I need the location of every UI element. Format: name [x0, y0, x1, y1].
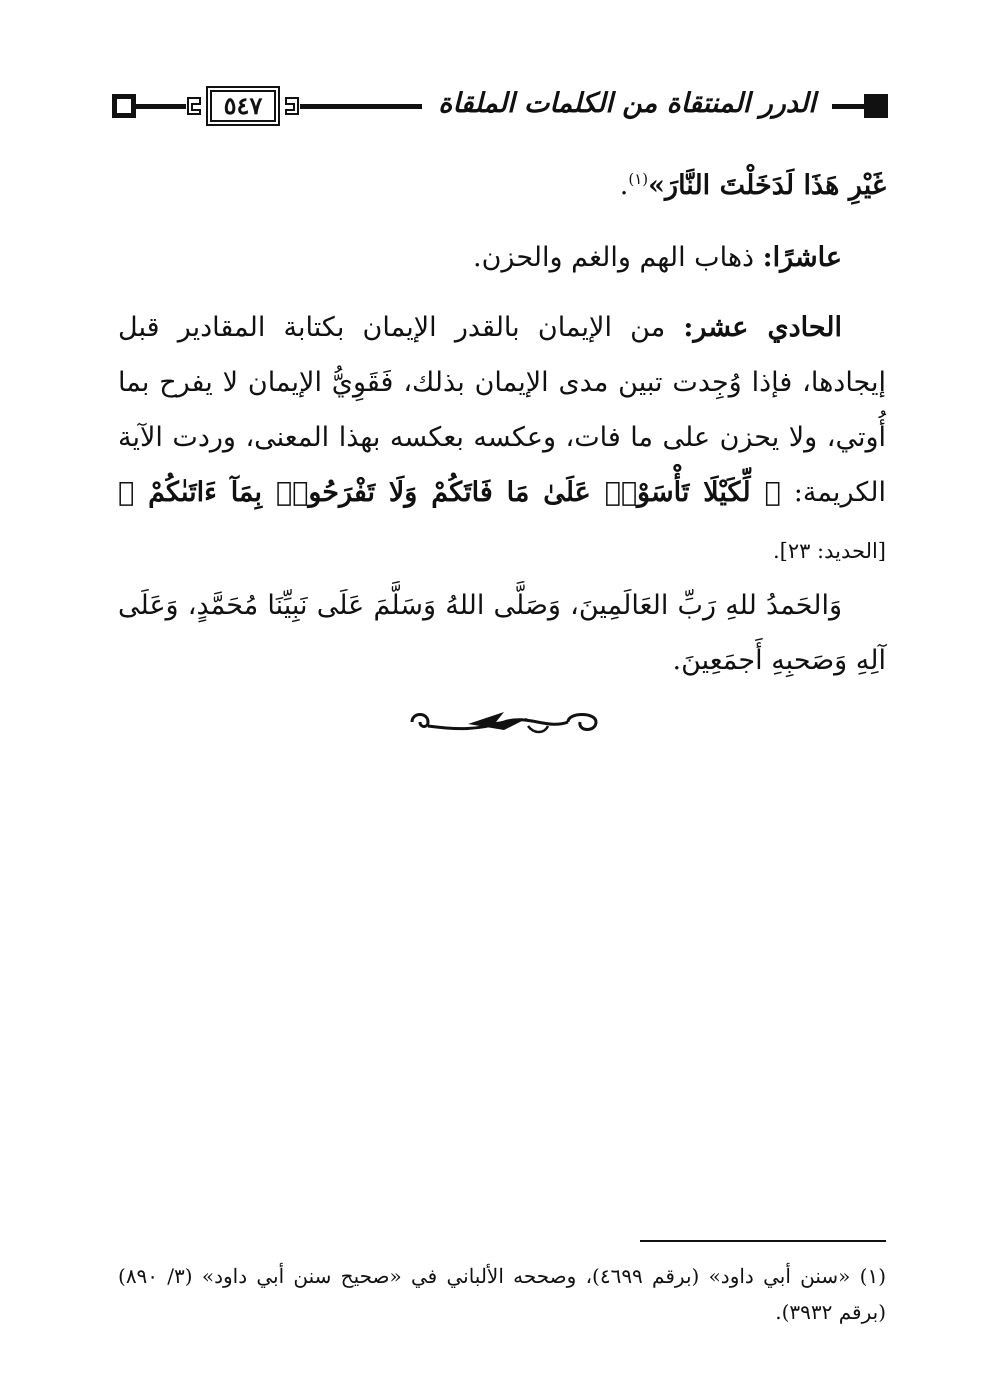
- footnote-separator: [640, 1240, 886, 1242]
- left-knot-ornament-icon: [186, 94, 202, 118]
- header-left-square-icon: [112, 94, 136, 118]
- line-end-period: .: [619, 170, 629, 201]
- paragraph-tenth-label: عاشرًا:: [762, 242, 842, 273]
- end-ornament-icon: [408, 704, 600, 740]
- header-rule-left: [136, 104, 186, 109]
- continuation-line: [118, 158, 886, 213]
- footnote-ref-1: (١): [628, 170, 649, 188]
- right-knot-ornament-icon: [284, 94, 300, 118]
- closing-praise: [118, 578, 886, 688]
- header-right-square-icon: [864, 94, 888, 118]
- page-number: ٥٤٧: [210, 90, 276, 122]
- quran-verse: ﴿ لِّكَيْلَا تَأْسَوْا۟ عَلَىٰ مَا فَاتَكُمْ وَلَا تَفْرَحُوا۟ بِمَآ ءَاتَىٰكُمْ ﴾: [118, 477, 781, 508]
- closing-praise-text: وَالحَمدُ للهِ رَبِّ العَالَمِينَ، وَصَلَّى اللهُ وَسَلَّمَ عَلَى نَبِيِّنَا مُحَمَّدٍ، وَعَلَى آلِهِ وَصَحبِهِ أَجمَعِينَ.: [118, 590, 886, 676]
- page-number-frame: [184, 84, 302, 128]
- hadith-text-end: غَيْرِ هَذَا لَدَخَلْتَ النَّارَ»: [648, 170, 886, 201]
- book-title: الدرر المنتقاة من الكلمات الملقاة: [422, 80, 832, 128]
- footnote-1: (١) «سنن أبي داود» (برقم ٤٦٩٩)، وصححه الألباني في «صحيح سنن أبي داود» (٣/ ٨٩٠) (برقم ٣٩٣٢).: [118, 1264, 886, 1324]
- paragraph-tenth: [118, 230, 886, 285]
- verse-reference: [الحديد: ٢٣].: [772, 539, 886, 563]
- paragraph-eleventh-label: الحادي عشر:: [683, 312, 842, 343]
- page-header: [112, 78, 892, 134]
- paragraph-eleventh: [118, 300, 886, 579]
- paragraph-eleventh-text: من الإيمان بالقدر الإيمان بكتابة المقادير قبل إيجادها، فإذا وُجِدت تبين مدى الإيمان بذلك، فَقَوِيُّ الإيمان لا يفرح بما أُوتي، ولا يحزن على ما فات، وعكسه بعكسه بهذا المعنى، وردت الآية الكريمة:: [118, 312, 886, 508]
- paragraph-tenth-text: ذهاب الهم والغم والحزن.: [473, 242, 763, 273]
